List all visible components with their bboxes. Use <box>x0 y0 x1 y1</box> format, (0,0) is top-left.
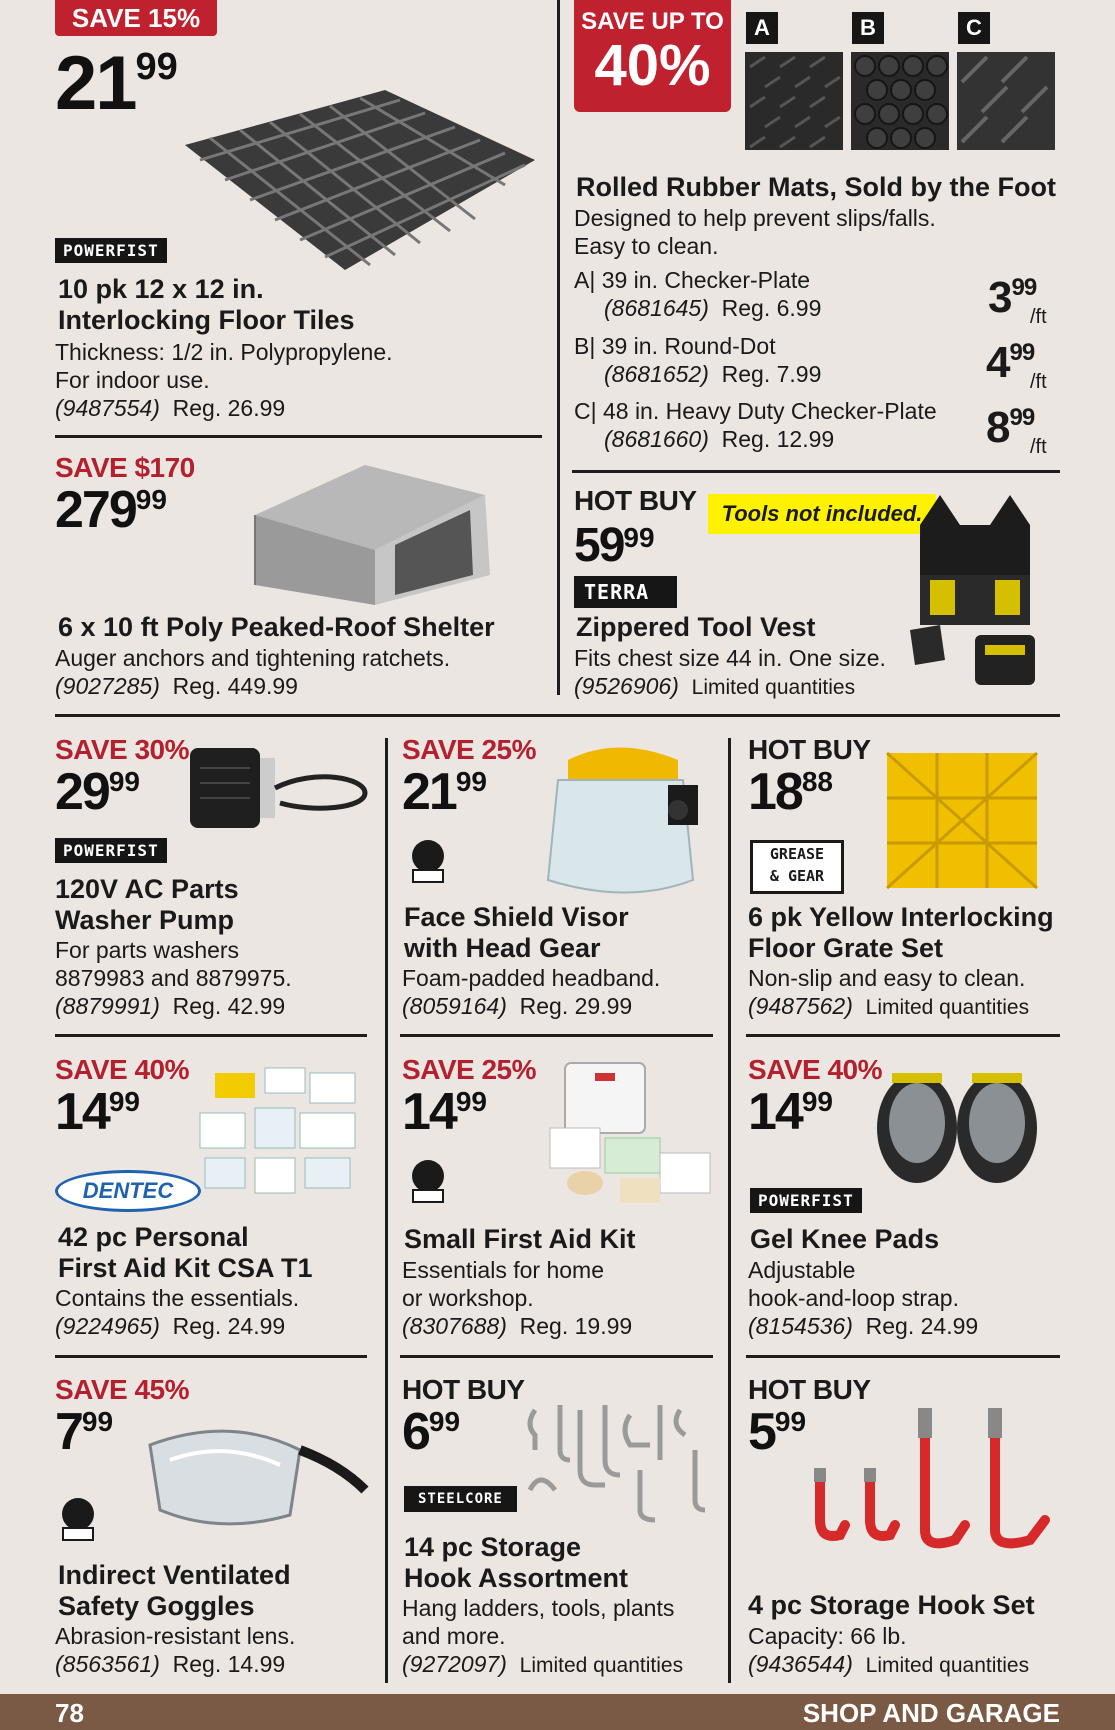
desc-line: For indoor use. <box>55 367 210 393</box>
price-dollars: 29 <box>55 763 109 821</box>
option-letter-b: B <box>852 12 884 44</box>
price <box>55 41 178 126</box>
price <box>574 519 655 572</box>
option-price-a <box>988 273 1037 322</box>
sku: (8563561) <box>55 1651 160 1677</box>
price-cents: 99 <box>108 1086 140 1117</box>
divider-row1-col1 <box>55 1034 367 1037</box>
divider-row2-col1 <box>55 1355 367 1358</box>
desc-line: Non-slip and easy to clean. <box>748 965 1026 991</box>
price-cents: 99 <box>455 766 487 797</box>
price-cents: 99 <box>1009 404 1035 431</box>
face-shield-image <box>528 740 713 900</box>
hot-buy-badge: HOT BUY <box>402 1374 525 1405</box>
title-line: with Head Gear <box>404 933 601 963</box>
product-description <box>55 1622 295 1678</box>
title-line: 120V AC Parts <box>55 874 239 904</box>
small-first-aid-kit-image <box>540 1058 715 1213</box>
price-dollars: 7 <box>55 1403 82 1461</box>
brand-logo-grease-gear <box>750 840 844 894</box>
desc-line: Adjustable <box>748 1257 856 1283</box>
save-badge: SAVE 40% <box>55 1054 189 1085</box>
product-title: Rolled Rubber Mats, Sold by the Foot <box>576 172 1057 202</box>
desc-line: Auger anchors and tightening ratchets. <box>55 645 451 671</box>
product-description <box>402 1256 632 1340</box>
title-line: 14 pc Storage <box>404 1532 582 1562</box>
price-dollars: 6 <box>402 1403 429 1461</box>
product-title <box>55 874 239 936</box>
floor-grate-image <box>882 748 1042 893</box>
tool-vest-image <box>900 485 1050 690</box>
brand-logo-mascot <box>405 1156 451 1206</box>
page-footer <box>0 1694 1115 1730</box>
desc-line: or workshop. <box>402 1285 534 1311</box>
regular-price: Reg. 6.99 <box>721 295 822 321</box>
price-dollars: 4 <box>986 338 1010 387</box>
product-title: Zippered Tool Vest <box>576 612 816 642</box>
knee-pads-image <box>872 1068 1042 1188</box>
title-line: Indirect Ventilated <box>58 1560 291 1590</box>
divider-row2-col3 <box>746 1355 1060 1358</box>
title-line: First Aid Kit CSA T1 <box>58 1253 313 1283</box>
divider-row2-col2 <box>400 1355 713 1358</box>
hot-buy-badge: HOT BUY <box>748 1374 871 1405</box>
divider-top-vertical <box>557 0 560 695</box>
price-dollars: 21 <box>55 41 136 126</box>
mat-option-a <box>574 266 821 322</box>
desc-line: For parts washers <box>55 937 240 963</box>
product-description <box>748 1256 978 1340</box>
price-dollars: 14 <box>55 1083 109 1141</box>
price <box>748 1403 807 1461</box>
price-dollars: 8 <box>986 403 1010 452</box>
price-cents: 99 <box>1009 339 1035 366</box>
regular-price: Reg. 24.99 <box>865 1313 979 1339</box>
price-dollars: 14 <box>748 1083 802 1141</box>
sku: (8307688) <box>402 1313 507 1339</box>
storage-hook-set-image <box>800 1400 1060 1560</box>
title-line: Floor Grate Set <box>748 933 944 963</box>
badge-line: SAVE UP TO <box>581 8 724 35</box>
product-title: Gel Knee Pads <box>750 1224 940 1254</box>
save-badge: SAVE $170 <box>55 452 195 483</box>
price-dollars: 5 <box>748 1403 775 1461</box>
save-badge: SAVE 30% <box>55 734 189 765</box>
product-title <box>404 902 629 964</box>
price <box>55 1083 140 1141</box>
brand-logo-mascot <box>55 1494 101 1544</box>
section-title: SHOP AND GARAGE <box>802 1698 1060 1728</box>
regular-price: Reg. 7.99 <box>721 361 822 387</box>
sku: (9526906) <box>574 673 679 699</box>
sku: (8681645) <box>604 295 709 321</box>
shelter-image <box>235 455 505 615</box>
title-line: Hook Assortment <box>404 1563 629 1593</box>
price-dollars: 18 <box>748 763 802 821</box>
title-line: Interlocking Floor Tiles <box>58 305 355 335</box>
option-letter-a: A <box>746 12 778 44</box>
brand-logo-terra: TERRA <box>574 576 677 608</box>
badge-percent: 40% <box>594 33 711 98</box>
price-cents: 99 <box>135 484 167 515</box>
brand-line: & GEAR <box>769 867 825 885</box>
product-description <box>748 964 1029 1022</box>
washer-pump-image <box>185 738 375 838</box>
sku: (8681652) <box>604 361 709 387</box>
sku: (8154536) <box>748 1313 853 1339</box>
price-cents: 99 <box>801 1086 833 1117</box>
brand-logo-powerfist: POWERFIST <box>750 1188 862 1213</box>
save-badge: SAVE 25% <box>402 734 536 765</box>
divider-upper-section <box>55 714 1060 717</box>
save-badge: SAVE 45% <box>55 1374 189 1405</box>
sku: (9436544) <box>748 1651 853 1677</box>
sku: (9487562) <box>748 993 853 1019</box>
per-foot-unit: /ft <box>1030 436 1047 458</box>
price <box>748 763 833 821</box>
save-badge: SAVE 40% <box>748 1054 882 1085</box>
product-title: 4 pc Storage Hook Set <box>748 1590 1035 1620</box>
desc-line: and more. <box>402 1623 506 1649</box>
price-cents: 99 <box>623 522 655 553</box>
price <box>55 481 167 539</box>
desc-line: Foam-padded headband. <box>402 965 661 991</box>
desc-line: 8879983 and 8879975. <box>55 965 292 991</box>
desc-line: Easy to clean. <box>574 233 719 259</box>
option-label: A| 39 in. Checker-Plate <box>574 267 811 293</box>
price-dollars: 279 <box>55 481 136 539</box>
mat-option-c <box>574 397 937 453</box>
product-title: 6 x 10 ft Poly Peaked-Roof Shelter <box>58 612 495 642</box>
divider-col2 <box>728 738 731 1683</box>
sku: (9272097) <box>402 1651 507 1677</box>
desc-line: Thickness: 1/2 in. Polypropylene. <box>55 339 393 365</box>
price-cents: 88 <box>801 766 833 797</box>
limited-quantities: Limited quantities <box>519 1654 684 1677</box>
limited-quantities: Limited quantities <box>865 1654 1030 1677</box>
product-description <box>402 1594 683 1680</box>
price-dollars: 14 <box>402 1083 456 1141</box>
price-cents: 99 <box>1011 274 1037 301</box>
desc-line: Designed to help prevent slips/falls. <box>574 205 936 231</box>
price-cents: 99 <box>135 46 178 88</box>
mat-swatch-checker <box>745 52 843 150</box>
price <box>402 1083 487 1141</box>
per-foot-unit: /ft <box>1030 306 1047 328</box>
option-price-c <box>986 403 1035 452</box>
price-cents: 99 <box>774 1406 807 1437</box>
sku: (8879991) <box>55 993 160 1019</box>
desc-line: Capacity: 66 lb. <box>748 1623 907 1649</box>
title-line: 10 pk 12 x 12 in. <box>58 274 264 304</box>
product-description <box>55 644 450 700</box>
regular-price: Reg. 24.99 <box>172 1313 286 1339</box>
floor-tile-image <box>165 85 545 275</box>
desc-line: Abrasion-resistant lens. <box>55 1623 296 1649</box>
price <box>402 1403 461 1461</box>
title-line: Face Shield Visor <box>404 902 629 932</box>
save-badge: SAVE 15% <box>55 0 217 36</box>
price-cents: 99 <box>428 1406 461 1437</box>
brand-logo-powerfist: POWERFIST <box>55 238 167 263</box>
title-line: Washer Pump <box>55 905 235 935</box>
brand-logo-dentec: DENTEC <box>55 1170 201 1212</box>
limited-quantities: Limited quantities <box>691 676 856 699</box>
mat-swatch-heavy-checker <box>957 52 1055 150</box>
mat-swatch-round-dot <box>851 52 949 150</box>
divider-mats <box>572 470 1060 473</box>
hot-buy-badge: HOT BUY <box>748 734 871 765</box>
price-cents: 99 <box>108 766 140 797</box>
product-description <box>402 964 660 1020</box>
price-cents: 99 <box>455 1086 487 1117</box>
product-title <box>748 902 1054 964</box>
title-line: Safety Goggles <box>58 1591 255 1621</box>
divider-floor-tiles <box>55 435 542 438</box>
page-number: 78 <box>55 1698 84 1728</box>
price <box>748 1083 833 1141</box>
product-title <box>58 1560 291 1622</box>
desc-line: Hang ladders, tools, plants <box>402 1595 675 1621</box>
option-label: C| 48 in. Heavy Duty Checker-Plate <box>574 398 937 424</box>
desc-line: hook-and-loop strap. <box>748 1285 959 1311</box>
brand-line: GREASE <box>769 845 825 863</box>
option-letter-c: C <box>958 12 990 44</box>
desc-line: Contains the essentials. <box>55 1285 300 1311</box>
product-description <box>55 338 393 422</box>
note-banner: Tools not included. <box>708 494 936 534</box>
brand-logo-powerfist: POWERFIST <box>55 838 167 863</box>
price-dollars: 59 <box>574 519 624 572</box>
regular-price: Reg. 12.99 <box>721 426 835 452</box>
product-title: Small First Aid Kit <box>404 1224 636 1254</box>
product-title <box>58 274 355 336</box>
regular-price: Reg. 14.99 <box>172 1651 286 1677</box>
regular-price: Reg. 19.99 <box>519 1313 633 1339</box>
product-description <box>55 936 292 1020</box>
regular-price: Reg. 29.99 <box>519 993 633 1019</box>
option-label: B| 39 in. Round-Dot <box>574 333 776 359</box>
mat-option-b <box>574 332 821 388</box>
option-price-b <box>986 338 1035 387</box>
brand-logo-steelcore: STEELCORE <box>404 1486 517 1512</box>
save-badge: SAVE 25% <box>402 1054 536 1085</box>
price-dollars: 3 <box>988 273 1012 322</box>
divider-row1-col3 <box>746 1034 1060 1037</box>
product-description <box>574 644 886 702</box>
regular-price: Reg. 449.99 <box>172 673 298 699</box>
product-description <box>748 1622 1029 1680</box>
price-dollars: 21 <box>402 763 456 821</box>
regular-price: Reg. 42.99 <box>172 993 286 1019</box>
regular-price: Reg. 26.99 <box>172 395 286 421</box>
sku: (9224965) <box>55 1313 160 1339</box>
divider-col1 <box>385 738 388 1683</box>
price <box>402 763 487 821</box>
save-badge <box>574 0 731 112</box>
price <box>55 1403 114 1461</box>
title-line: 42 pc Personal <box>58 1222 249 1252</box>
hook-assortment-image <box>520 1390 715 1530</box>
sku: (8059164) <box>402 993 507 1019</box>
safety-goggles-image <box>140 1415 370 1540</box>
product-title <box>58 1222 313 1284</box>
brand-logo-mascot <box>405 836 451 886</box>
sku: (8681660) <box>604 426 709 452</box>
price <box>55 763 140 821</box>
first-aid-kit-image <box>185 1058 370 1208</box>
desc-line: Essentials for home <box>402 1257 604 1283</box>
title-line: 6 pk Yellow Interlocking <box>748 902 1054 932</box>
sku: (9487554) <box>55 395 160 421</box>
desc-line: Fits chest size 44 in. One size. <box>574 645 886 671</box>
product-title <box>404 1532 628 1594</box>
per-foot-unit: /ft <box>1030 371 1047 393</box>
hot-buy-badge: HOT BUY <box>574 485 697 516</box>
divider-row1-col2 <box>400 1034 713 1037</box>
sku: (9027285) <box>55 673 160 699</box>
price-cents: 99 <box>81 1406 114 1437</box>
product-description <box>55 1284 299 1340</box>
limited-quantities: Limited quantities <box>865 996 1030 1019</box>
product-description <box>574 204 936 260</box>
